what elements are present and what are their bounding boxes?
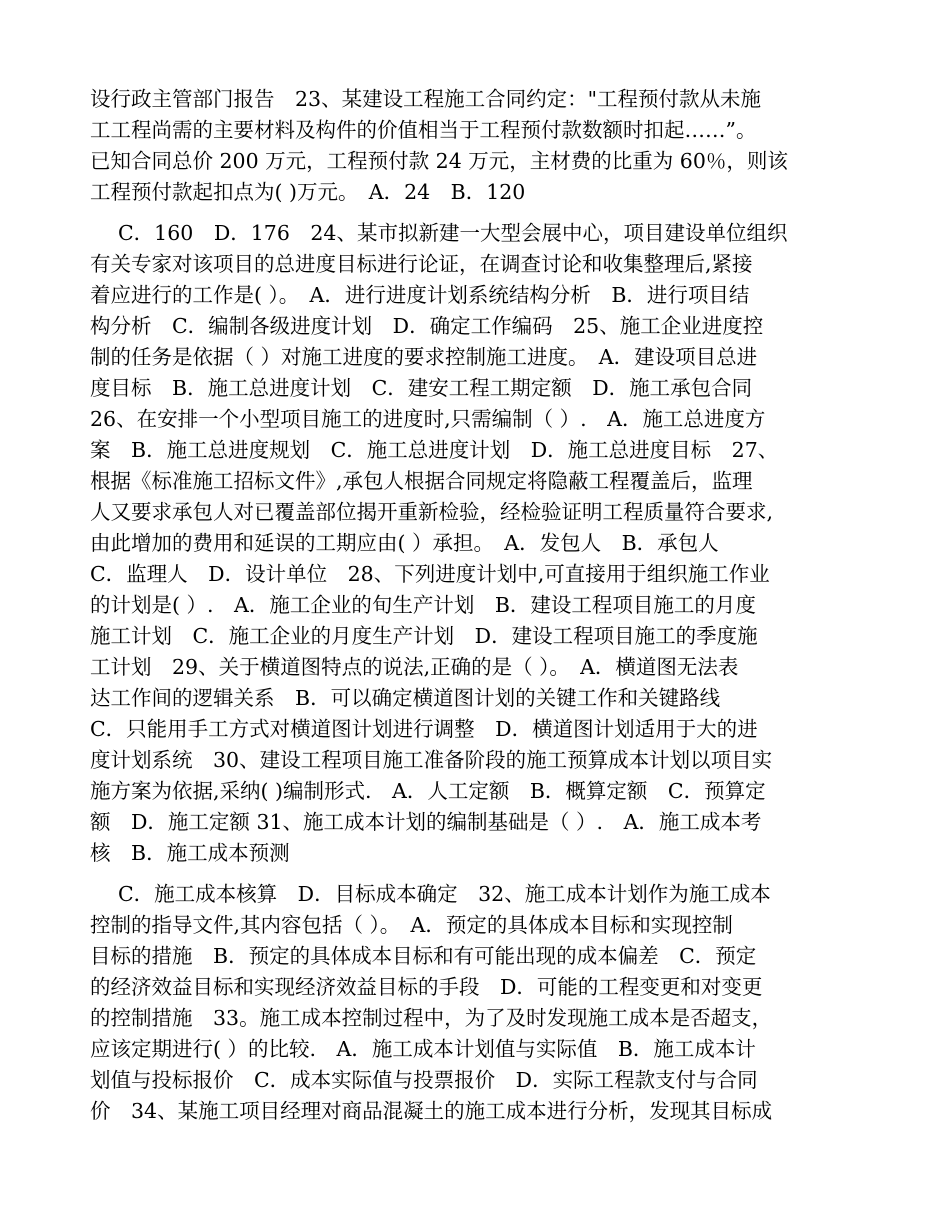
text-line: 达工作间的逻辑关系 B．可以确定横道图计划的关键工作和关键路线 [90,686,721,710]
text-line: 有关专家对该项目的总进度目标进行论证，在调查讨论和收集整理后,紧接 [90,252,753,276]
text-line: 度计划系统 30、建设工程项目施工准备阶段的施工预算成本计划以项目实 [90,748,773,772]
text-line: 制的任务是依据（ ）对施工进度的要求控制施工进度。 A．建设项目总进 [90,345,758,369]
text-line: 价 34、某施工项目经理对商品混凝土的施工成本进行分析，发现其目标成 [90,1099,773,1123]
text-line: 控制的指导文件,其内容包括（ ）。 A．预定的具体成本目标和实现控制 [90,913,733,937]
text-line: 根据《标准施工招标文件》,承包人根据合同规定将隐蔽工程覆盖后，监理 [90,469,753,493]
document-page [90,84,868,1127]
text-line: C．施工成本核算 D．目标成本确定 32、施工成本计划作为施工成本 [118,882,771,906]
text-line: 着应进行的工作是( ）。 A．进行进度计划系统结构分析 B．进行项目结 [90,283,750,307]
text-line: 的经济效益目标和实现经济效益目标的手段 D．可能的工程变更和对变更 [90,975,763,999]
paragraph-1 [90,84,868,208]
text-line: C．只能用手工方式对横道图计划进行调整 D．横道图计划适用于大的进 [90,717,758,741]
text-line: 工工程尚需的主要材料及构件的价值相当于工程预付款数额时扣起……”。 [90,118,757,142]
text-line: 划值与投标报价 C．成本实际值与投票报价 D．实际工程款支付与合同 [90,1068,758,1092]
text-line: C．监理人 D．设计单位 28、下列进度计划中,可直接用于组织施工作业 [90,562,770,586]
text-line: 工程预付款起扣点为( )万元。 A．24 B．120 [90,180,526,204]
text-line: 度目标 B．施工总进度计划 C．建安工程工期定额 D．施工承包合同 [90,376,753,400]
text-line: 的计划是( ）. A．施工企业的旬生产计划 B．建设工程项目施工的月度 [90,593,756,617]
text-line: C．160 D．176 24、某市拟新建一大型会展中心，项目建设单位组织 [118,221,788,245]
text-line: 案 B．施工总进度规划 C．施工总进度计划 D．施工总进度目标 27、 [90,438,779,462]
text-line: 工计划 29、关于横道图特点的说法,正确的是（ ）。 A．横道图无法表 [90,655,739,679]
text-line: 由此增加的费用和延误的工期应由( ）承担。 A．发包人 B．承包人 [90,531,719,555]
text-line: 26、在安排一个小型项目施工的进度时,只需编制（ ）. A．施工总进度方 [90,407,766,431]
text-line: 目标的措施 B．预定的具体成本目标和有可能出现的成本偏差 C．预定 [90,944,757,968]
text-line: 已知合同总价 200 万元，工程预付款 24 万元，主材费的比重为 60％，则该 [90,149,788,173]
text-line: 额 D．施工定额 31、施工成本计划的编制基础是（ ）. A．施工成本考 [90,810,762,834]
text-line: 构分析 C．编制各级进度计划 D．确定工作编码 25、施工企业进度控 [90,314,764,338]
text-line: 人又要求承包人对已覆盖部位揭开重新检验，经检验证明工程质量符合要求, [90,500,774,524]
text-line: 的控制措施 33。施工成本控制过程中，为了及时发现施工成本是否超支， [90,1006,773,1030]
paragraph-2 [90,218,868,869]
text-line: 施工计划 C．施工企业的月度生产计划 D．建设工程项目施工的季度施 [90,624,758,648]
text-line: 核 B．施工成本预测 [90,841,290,865]
paragraph-3 [90,879,868,1127]
text-line: 施方案为依据,采纳( )编制形式. A．人工定额 B．概算定额 C．预算定 [90,779,766,803]
text-line: 应该定期进行( ）的比较. A．施工成本计划值与实际值 B．施工成本计 [90,1037,756,1061]
text-line: 设行政主管部门报告 23、某建设工程施工合同约定："工程预付款从未施 [90,87,762,111]
